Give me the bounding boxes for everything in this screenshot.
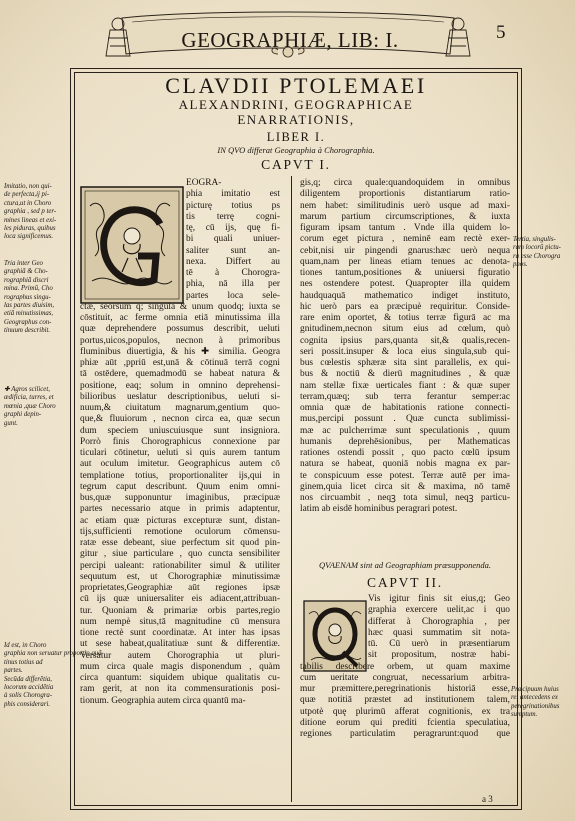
text-line: omnia quæ de habitationis ratione connecti- <box>300 403 510 413</box>
text-line: quam,nam per lineas etiam tenues ac denota- <box>300 256 510 267</box>
book-subtitle: IN QVO differat Geographia à Chorographia. <box>217 145 375 155</box>
text-line: picturę totius ps <box>186 200 280 211</box>
text-line: cebit,nisi uir pingendi gnarus:hæc uerò nequa <box>300 245 510 256</box>
text-line: ctæ, seorsum q; singula & unum quodq; iuxta se <box>80 301 280 312</box>
text-line: ginem,quia licet circa sit & maxima, nō tamē <box>300 481 510 492</box>
text-line: mum circa quale magis disponendum , quàm <box>80 661 280 672</box>
text-line: hic uerò pars ea præcipuè requiritur. Conside- <box>300 301 510 312</box>
margin-note-line: mines lineas et exi- <box>4 216 57 224</box>
text-line: quæ notitiā præstet ad institutionem talem, <box>300 695 510 706</box>
text-line: tabilis describere orbem, ut quam maxime <box>300 661 510 672</box>
text-line: mus,percipi possunt . Quæ cuncta sublimissi- <box>300 414 510 425</box>
margin-note-line: graphia non seruatur proportio quã <box>4 650 102 658</box>
text-line: cōstituit, ac ferme omnia etiā minutissima illa <box>80 313 280 323</box>
chapter-2-text <box>300 594 510 740</box>
text-line: nem habet: similitudinis uerò usque ad maxi- <box>300 200 510 211</box>
text-line: cum ueritate congruat, necessarium arbitra- <box>300 672 510 683</box>
margin-note-line: graphi depin- <box>4 411 42 419</box>
text-line: tę, cū ijs, quę fi- <box>186 223 280 233</box>
text-line: portus,uicos,populos, necnon à primoribus <box>80 335 280 346</box>
text-line: diligentem proportionis distantiarum ratio- <box>300 189 510 200</box>
margin-note-line: locorum accidētia <box>4 684 54 692</box>
margin-note-line: Tria inter Geo <box>4 260 43 267</box>
margin-note-line: rographiā discri <box>4 276 49 284</box>
right-column <box>300 178 510 516</box>
text-line: bus,quæ supponuntur imaginibus, præcipuæ <box>80 493 280 503</box>
text-line: bus cœlestis sphæræ sita sint parallelis, ex qui- <box>300 358 510 368</box>
text-line: quæ deprehendere possumus describit, ueluti <box>80 324 280 335</box>
margin-note-line: rographus singu- <box>4 293 51 301</box>
text-line: ram gerit, at non ita commensurationis posi- <box>80 684 280 695</box>
text-line: bus & noctiū & dierū magnitudines , & quæ <box>300 369 510 380</box>
text-line: cognita ipsius pars,quanta sit,& qualis,recen- <box>300 335 510 346</box>
text-line: tis terrę cogni- <box>186 211 280 222</box>
text-line: circa quantum: siquidem ubique qualitatis cu- <box>80 673 280 683</box>
text-line: latim ab eisdē hominibus peragrari potest. <box>300 504 458 515</box>
column-divider <box>291 176 292 802</box>
title-line-3: ENARRATIONIS, <box>237 112 355 127</box>
text-line: phiæ aūt ,ppriū est,unā & cōtinuā terrā cogni <box>80 358 280 368</box>
ornamental-header <box>102 10 474 60</box>
text-line: tiones tantum,positiones & uniuersi figuratio <box>300 268 510 278</box>
margin-note-line: gunt. <box>4 419 18 427</box>
text-line: dum speciem uniuscuiusque sunt insigniora. <box>80 425 280 436</box>
margin-note-right-1 <box>513 236 573 270</box>
chapter-2-subtitle: QVAENAM sint ad Geographiam præsupponenda. <box>319 560 491 570</box>
text-line: positione, eaq; solum in omnino deprehensi- <box>80 380 280 391</box>
margin-note-line: Geographus con- <box>4 318 52 326</box>
text-line: ditione eorum qui prediti fcientia speculatiua, <box>300 717 510 728</box>
margin-note-right-2 <box>511 686 573 720</box>
margin-note-left-2 <box>4 260 70 336</box>
text-line: que,& fluuiorum , necnon circa ea, quæ secun <box>80 414 280 425</box>
text-line: terram,quæq; sub terra ferantur semper:ac <box>300 391 510 402</box>
text-line: sit propositum, nostræ habi- <box>368 650 510 661</box>
author-name: CLAVDII PTOLEMAEI <box>165 73 427 98</box>
margin-note-line: les piduras, quibus <box>4 225 56 233</box>
margin-note-line: loca significemus. <box>4 233 54 241</box>
margin-note-line: de perfecta,ij pi- <box>4 191 50 199</box>
margin-note-line: mœnia ,quæ Choro <box>4 402 56 410</box>
margin-note-line: Id est, in Choro <box>4 642 47 649</box>
margin-note-line: ædificia, turres, et <box>4 394 54 402</box>
page-number: 5 <box>496 22 506 43</box>
text-line: templatione totius, proportionaliter ijs,qui in <box>80 470 280 481</box>
text-line: te conspicuum esse potest. Terræ autē per ima- <box>300 470 510 481</box>
text-line: mæ ac pulcherrimæ sunt speculationis , quum <box>300 425 510 436</box>
text-line: graphia exercere uelit,ac i quo <box>368 605 510 616</box>
margin-note-line: Tertia, singulis- <box>513 236 556 243</box>
text-line: phia imitatio est <box>186 189 280 200</box>
text-line: aut oculum imitetur. Geographicus autem cō <box>80 459 280 470</box>
text-line: corum eget pictura , neminē eam rectè exer- <box>300 234 510 245</box>
text-line: tā ostēdere, quemadmodū se habeat natura & <box>80 369 280 380</box>
margin-note-line: sumptum. <box>511 711 538 719</box>
margin-note-line: ra esse Chorogra <box>513 252 561 260</box>
text-line: tionum. Geographia autem circa quantū ma- <box>80 695 246 706</box>
margin-note-line: ram locorū pictu- <box>513 244 561 252</box>
text-line: ratæ esse debeant, siue perfectum sit quod pin- <box>80 538 280 548</box>
margin-note-line: Secūda differētia, <box>4 675 52 683</box>
margin-note-line: etiā minutissimas, <box>4 310 54 318</box>
margin-note-line: ctura,ut in Choro <box>4 199 52 207</box>
margin-note-left-3 <box>4 386 70 428</box>
text-line: rationes ostendi possit , quo pacto cœlū ipsum <box>300 448 510 458</box>
text-line: mur præmittere,peregrinationis historiā esse, <box>300 684 510 694</box>
margin-note-line: las partes diuisim, <box>4 302 55 310</box>
text-line: tijs,sufficienti remotione oculorum cōmensu- <box>80 526 280 537</box>
text-line: nes ostendere potest. Quapropter illa quidem <box>300 279 510 290</box>
text-line: proprietates,Geographiæ aūt regiones ipsæ <box>80 583 280 593</box>
text-line: marum partium circumscriptiones, & iuxta <box>300 211 510 222</box>
text-line: partes loca sele- <box>186 290 280 301</box>
title-line-2: ALEXANDRINI, GEOGRAPHICAE <box>178 97 414 112</box>
text-line: sequutum est, ut Chorographiæ minutissimæ <box>80 571 280 582</box>
text-line: EOGRA- <box>186 178 222 188</box>
text-line: nexa. Differt au <box>186 256 280 267</box>
text-line: Porrò finis Chorographicus connexione par <box>80 436 280 447</box>
text-line: tegrum caput describunt. Quum enim omni- <box>80 481 280 492</box>
signature-mark: a 3 <box>482 794 493 804</box>
text-line: seri possit.insuper & loca eius singula,sub qui- <box>300 346 510 357</box>
text-line: gnitudinem,necnon situm eius ad cœlum, quò <box>300 324 510 335</box>
margin-note-line: phos. <box>513 261 528 269</box>
text-line: humanis deprehēsionibus, per Mathematicas <box>300 436 510 447</box>
text-line: Versatur autem Chorographia ut pluri- <box>80 650 280 661</box>
margin-note-line: ✚ Agros scilicet, <box>4 386 50 393</box>
margin-note-line: tinus totius ad <box>4 658 43 666</box>
text-line: tū. Cū uerò in præsentiarum <box>368 639 510 649</box>
text-line: nuum,& ciuitatum magnarum,gentium quo- <box>80 403 280 413</box>
text-line: natura se habeat, quoniā nobis magna ex par- <box>300 459 510 470</box>
margin-note-line: phis considerari. <box>4 700 51 708</box>
text-line: fluminibus diuertigia, & his ✚ similia. Geogra <box>80 346 280 357</box>
margin-note-line: mina. Primū, Cho <box>4 285 53 293</box>
margin-note-line: graphiā & Cho- <box>4 268 48 276</box>
text-line: partes necessario atque in primis adaptentur, <box>80 504 280 515</box>
text-line: hæc quasi summatim sit nota- <box>368 627 510 638</box>
margin-note-line: graphia , sed p ter- <box>4 208 57 216</box>
chapter-2-heading-block <box>300 560 510 593</box>
text-line: nos circuambit , neqꝫ tota simul, neqꝫ particu- <box>300 493 510 503</box>
margin-note-line: tinuum describit. <box>4 327 51 335</box>
margin-note-left-1 <box>4 183 70 242</box>
text-line: utpotè quę plurimū afferat cognitionis, ex tra <box>300 706 510 717</box>
chapter-2-heading: CAPVT II. <box>367 575 443 590</box>
margin-note-line: rei antecedens ex <box>511 694 558 702</box>
text-line: percipi ualeant: rationabiliter simul & utiliter <box>80 560 280 571</box>
margin-note-left-4 <box>4 642 102 709</box>
text-line: tē à Chorogra- <box>186 268 280 278</box>
text-line: figuram ipsam tantum . Vnde illa quidem lo- <box>300 223 510 233</box>
text-line: bilioribus ueslatur descriptionibus, ueluti si- <box>80 391 280 402</box>
text-line: nam stellæ fixæ uerticales fiant : & quæ super <box>300 380 510 391</box>
text-line: differat à Chorographia , per <box>368 616 510 627</box>
text-line: gitur , siue particulare , quo cuncta sensibiliter <box>80 549 280 560</box>
margin-note-line: partes. <box>4 667 23 675</box>
text-line: saliter sunt an- <box>186 245 280 256</box>
text-line: regiones particulatim peragrarunt:quod que <box>300 729 510 739</box>
text-line: ut sese habeat,qualitatiuæ sunt & differentiæ. <box>80 639 280 650</box>
book-label: LIBER I. <box>266 130 326 144</box>
chapter-heading: CAPVT I. <box>261 157 331 172</box>
margin-note-line: Imitatio, non qui- <box>4 183 52 190</box>
margin-note-line: à solis Chorogra- <box>4 692 53 700</box>
text-line: tur. Quoniam & primariæ orbis partes,regio <box>80 605 280 616</box>
text-line: num nempè situs,tā magnitudine cū mensura <box>80 616 280 627</box>
text-line: phia, nā illa per <box>186 279 280 290</box>
text-line: rare enim oportet, & totius terræ figurā ac ma <box>300 313 510 323</box>
margin-note-line: peregrinationibus <box>511 702 560 710</box>
text-line: bi quali uniuer- <box>186 234 280 245</box>
running-title: GEOGRAPHIÆ, LIB: I. <box>181 28 399 52</box>
margin-note-line: Præcipuum huius <box>511 686 559 693</box>
left-column <box>80 178 280 707</box>
text-line: Vis igitur finis sit eius,q; Geo <box>368 594 510 604</box>
title-block <box>76 74 516 174</box>
text-line: tione rectè sunt coordinatæ. At inter has ipsas <box>80 628 280 638</box>
text-line: ac etiam quæ picturas excepturæ sunt, distan- <box>80 515 280 526</box>
text-line: cū ijs quæ uniuersaliter eis adiacent,attribuan- <box>80 594 280 605</box>
text-line: haudquaquā mathematico indiget instituto, <box>300 290 510 301</box>
text-line: gis,q; circa quale:quandoquidem in omnibus <box>300 178 510 188</box>
text-line: ticulari cōtinetur, ueluti si quis aurem tantum <box>80 448 280 458</box>
